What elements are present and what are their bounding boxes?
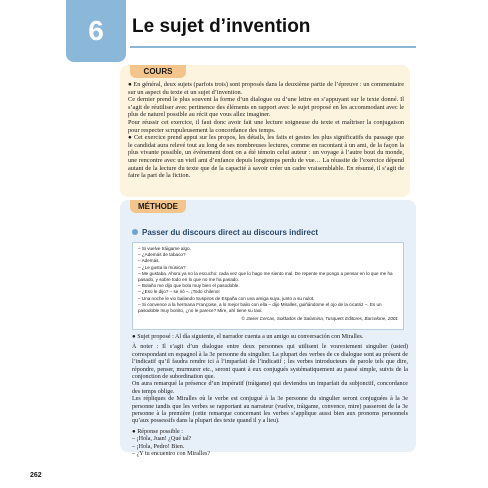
methode-body xyxy=(132,334,408,459)
page-title: Le sujet d’invention xyxy=(132,16,311,37)
excerpt-line: – ¿Le gusta la música? xyxy=(138,264,186,270)
excerpt-box xyxy=(132,242,404,330)
reponse-block xyxy=(132,429,408,459)
excerpt-line: – Si convence a la hermana Françoise, a lo mejor bailo con ella – dijo Miralles, guiñándome el ojo de la cicatriz –. Es un pasodoble muy bonito, ¿no le parece? Mire, ahí tiene su taxi. xyxy=(138,301,382,314)
page-number: 262 xyxy=(30,472,42,479)
excerpt-line: – Si vuelve tráigame algo. xyxy=(138,246,191,251)
sujet-propose: ● Sujet proposé : Al día siguiente, el narrador cuenta a un amigo su conversación con Miralles. xyxy=(132,334,364,340)
cours-paragraph: Pour réussir cet exercice, il faut donc avoir fait une lecture soigneuse du texte et maîtriser la conjugaison pour respecter scrupuleusement la concordance des temps. xyxy=(128,118,404,134)
excerpt-line: – ¿Eso le dijo? – se rió –. ¡Todo chileno! xyxy=(138,289,220,295)
cours-paragraph: ● Cet exercice prend appui sur les propos, les détails, les faits et gestes les plus significatifs du passage que le candidat aura relevé tout au long de ses nombreuses lectures, comme en racontant à un ami, de la façon la plus vivante possible, un événement dont on a été témoin celui auteur : un voyage à l’autre bout du monde, une rencontre avec un vieil ami d’enfance depuis longtemps perdu de vue… La réussite de l’exercice dépend autant de la lecture du texte que de la capacité à savoir créer un cadre vraisemblable. En résumé, il s’agit de faire la part de la fiction. xyxy=(128,134,404,180)
methode-subheading xyxy=(132,226,402,238)
chapter-badge xyxy=(66,0,126,62)
excerpt-line: – Me gustaba. Ahora ya no la escucho: cada vez que lo hago me siento mal. De repente me pongo a pensar en lo que me ha pasado, y sobre todo en lo que no me ha pasado. xyxy=(138,270,393,283)
remarque: On aura remarqué la présence d’un impératif (tráigame) qui deviendra un imparfait du subjonctif, concordance des temps oblige. xyxy=(132,381,408,395)
excerpt-line: – Una noche le vio bailando Suspiros de España con una amiga suya, junto a su nulot. xyxy=(138,295,315,301)
excerpt-line: – ¿Además de tabaco? xyxy=(138,252,186,258)
repliques-note: Les répliques de Miralles où le verbe est conjugué à la 3e personne du singulier seront conjuguées à la 3e personne tandis que les verbes se rapportant au narrateur (vuelve, tráigame, convence, mire) passeront de la 3e personne à la première (cette remarque concernant les verbes s’applique aussi bien aux pronoms personnels qu’aux possessifs dans la plupart des texte quand il y a lieu). xyxy=(132,396,408,425)
bullet-icon xyxy=(132,229,138,235)
reponse-line: – ¡Hola, Juan! ¿Qué tal? xyxy=(132,436,192,443)
excerpt-source: © Javier Cercas, Soldados de Salamina, Tusquets Editores, Barcelone, 2001 xyxy=(241,316,398,322)
cours-paragraph: ● En général, deux sujets (parfois trois) sont proposés dans la deuxième partie de l’épreuve : un commentaire sur un aspect du texte et un sujet d’invention. xyxy=(128,81,404,96)
cours-label: COURS xyxy=(130,65,186,78)
excerpt-line: – Bolaño me dijo que bola muy bien el pasodoble. xyxy=(138,283,240,289)
title-rule xyxy=(130,46,416,48)
a-noter: À noter : Il s’agit d’un dialogue entre deux personnes qui utilisent le vouvoiement singulier (usted) correspondant en espagnol à la 3e personne du singulier. La plupart des verbes de ce dialogue sont au présent de l’indicatif qu’il faudra rendre ici à l’imparfait de l’indicatif ; les verbes introducteurs de parole tels que dire, répondre, penser, murmurer etc., seront quant à eux conjugués systématiquement au passé simple, suivis de la conjonction de subordination que. xyxy=(132,344,408,381)
cours-paragraph: Ce dernier prend le plus souvent la forme d’un dialogue ou d’une lettre en s’appuyant sur le texte donné. Il s’agit de réutiliser avec pertinence des éléments en rapport avec le sujet proposé en les accommodant avec le plus de naturel possible au récit que vous allez imaginer. xyxy=(128,96,404,119)
excerpt-line: – Además. xyxy=(138,258,160,264)
methode-label: MÉTHODE xyxy=(130,200,186,213)
cours-body xyxy=(128,81,404,180)
reponse-label: ● Réponse possible : xyxy=(132,428,183,435)
chapter-number: 6 xyxy=(88,15,104,46)
methode-subheading-text: Passer du discours direct au discours indirect xyxy=(142,227,319,237)
reponse-line: – ¡Hola, Pedro! Bien. xyxy=(132,443,185,450)
methode-panel xyxy=(120,200,416,458)
reponse-line: – ¿Y tu encuentro con Miralles? xyxy=(132,451,211,458)
cours-panel xyxy=(120,65,410,197)
